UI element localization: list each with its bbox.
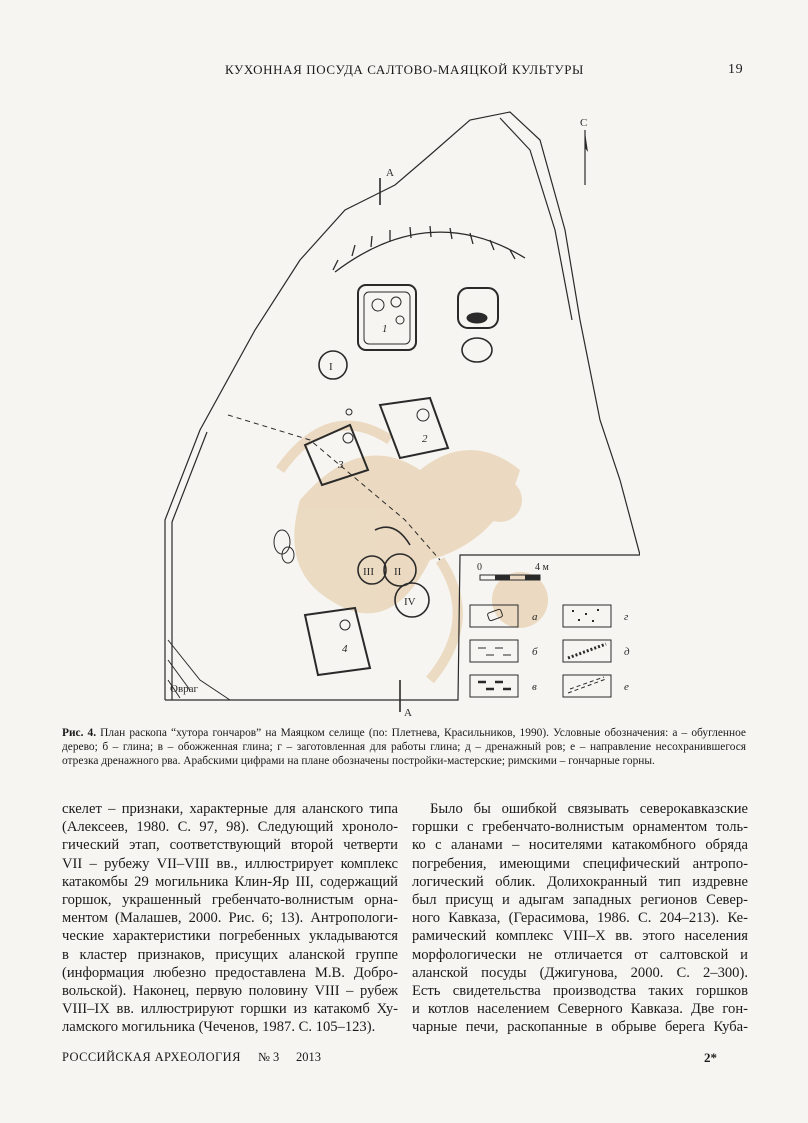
text-line: ментом (Малашев, 2000. Рис. 6; 13). Антропологи-: [62, 910, 398, 927]
text-line: рамический комплекс VIII–X вв. этого населения: [412, 928, 748, 945]
running-title: КУХОННАЯ ПОСУДА САЛТОВО-МАЯЦКОЙ КУЛЬТУРЫ: [225, 62, 584, 77]
legend-label-d: д: [624, 646, 630, 658]
legend-label-g: г: [624, 611, 629, 623]
text-line: ческие характеристики погребенных укладываются: [62, 928, 398, 945]
text-line: в кластер признаков, присущих аланской группе: [62, 946, 398, 963]
small-pits: [274, 530, 294, 563]
body-column-left: [62, 800, 398, 1037]
workshop-label-2: 2: [422, 433, 428, 445]
kiln-I: [319, 351, 347, 379]
text-line: был присущ и адыгам западных регионов Север-: [412, 892, 748, 909]
legend-label-v: в: [532, 681, 537, 693]
text-line: аланской посуды (Джигунова, 2000. С. 2–300).: [412, 964, 748, 981]
issue-year: 2013: [296, 1050, 321, 1064]
workshop-label-4: 4: [342, 643, 348, 655]
text-line: ламского могильника (Чеченов, 1987. С. 105–123).: [62, 1019, 376, 1036]
kiln-label-II: II: [394, 566, 402, 578]
workshop-1: [358, 285, 416, 350]
text-line: логический облик. Долихокранный тип издревне: [412, 873, 748, 890]
issue-number: № 3: [258, 1050, 280, 1064]
text-line: VIII–IX вв. иллюстрируют горшки из катакомб Ху-: [62, 1001, 398, 1018]
text-line: горшок, украшенный гребенчато-волнистым орна-: [62, 892, 398, 909]
workshop-2: [380, 398, 448, 458]
north-label: С: [580, 117, 588, 129]
section-label-top: А: [386, 167, 394, 179]
text-line: погребения, имеющими специфический антропо-: [412, 855, 748, 872]
north-arrow: [585, 130, 588, 185]
kiln-label-III: III: [363, 566, 374, 578]
kiln-label-IV: IV: [404, 596, 416, 608]
text-line: вольской). Наконец, первую половину VIII – рубеж: [62, 983, 398, 1000]
text-line: скелет – признаки, характерные для аланского типа: [62, 801, 398, 817]
text-line: катакомбы 29 могильника Клин-Яр III, содержащий: [62, 873, 398, 890]
text-line: морфологически не отличается от салтовской и: [412, 946, 748, 963]
text-line: (информация любезно предоставлена М.В. Добро-: [62, 964, 398, 981]
figure-caption-text: План раскопа “хутора гончаров” на Маяцком селище (по: Плетнева, Красильников, 1990). Условные обозначения: а – обугленное дерево; б – глина; в – обожженная глина; г – заготовленная для работы глина; д – дренажный ров; е – направление несохранившегося отрезка дренажного рва. Арабскими цифрами на плане обозначены постройки-мастерские; римскими – гончарные горны.: [62, 727, 746, 768]
text-line: (Алексеев, 1980. С. 97, 98). Следующий хроноло-: [62, 819, 398, 836]
workshop-label-1: 1: [382, 323, 388, 335]
workshop-label-3: 3: [338, 459, 344, 471]
excavation-plan-figure: [160, 95, 640, 720]
text-line: гический этап, соответствующий второй четверти: [62, 837, 398, 854]
section-line: [380, 178, 400, 712]
workshop-4: [305, 608, 370, 675]
journal-name: РОССИЙСКАЯ АРХЕОЛОГИЯ: [62, 1050, 241, 1064]
scale-end-label: 4 м: [535, 562, 549, 573]
text-line: VII – рубежу VII–VIII вв., иллюстрирует комплекс: [62, 855, 398, 872]
figure-caption-label: Рис. 4.: [62, 727, 97, 739]
section-label-bottom: А: [404, 707, 412, 719]
text-line: и котлов населением Северного Кавказа. Две гон-: [412, 1001, 748, 1018]
scale-start-label: 0: [477, 562, 482, 573]
text-line: Есть свидетельства производства таких горшков: [412, 983, 748, 1000]
site-boundary: [165, 112, 640, 700]
scale-bar: [480, 575, 540, 580]
ravine-label: Овраг: [170, 683, 199, 695]
legend-label-a: а: [532, 611, 538, 623]
signature-mark: 2*: [704, 1050, 717, 1065]
text-line: горшки с гребенчато-волнистым орнаментом толь-: [412, 819, 748, 836]
watermark-ornament: [280, 425, 548, 680]
body-column-right: [412, 800, 748, 1037]
page-number: 19: [728, 62, 744, 77]
kiln-label-I: I: [329, 361, 333, 373]
text-line: чарные печи, раскопанные в обрыве берега Куба-: [412, 1019, 748, 1036]
text-line: Было бы ошибкой связывать северокавказские: [430, 801, 748, 817]
structure-east: [458, 288, 498, 362]
figure-caption: [62, 726, 746, 769]
legend-label-b: б: [532, 646, 538, 658]
text-line: ного Кавказа, (Герасимова, 1986. С. 204–213). Ке-: [412, 910, 748, 927]
legend-label-e: е: [624, 681, 629, 693]
text-line: ко с аланами – носителями катакомбного обряда: [412, 837, 748, 854]
drainage-ditch: [333, 226, 525, 272]
